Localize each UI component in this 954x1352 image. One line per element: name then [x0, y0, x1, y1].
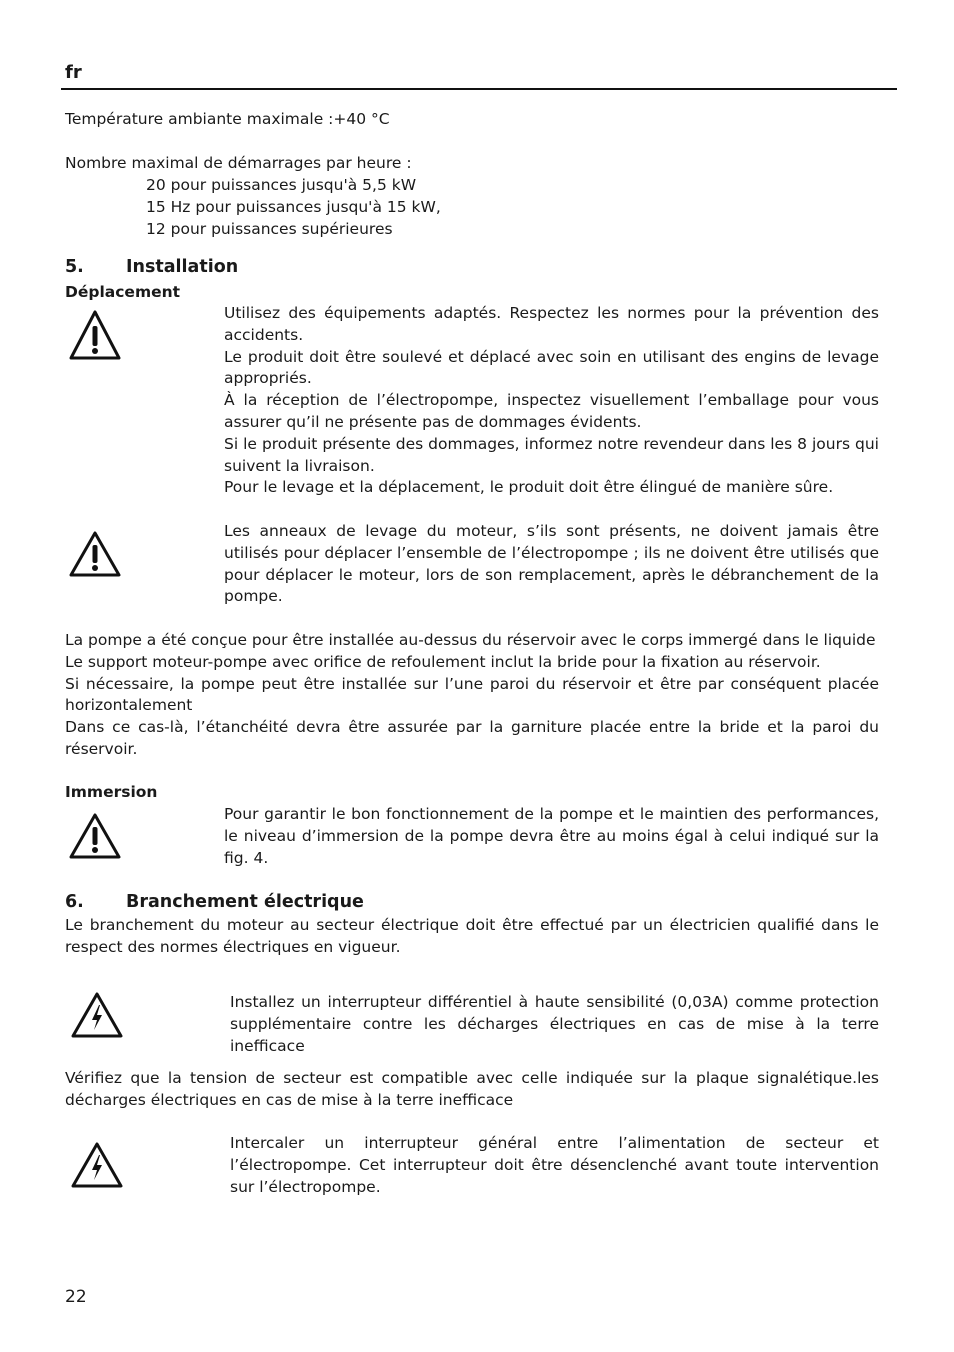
page-number: 22 [65, 1287, 87, 1307]
section-6-heading [65, 892, 364, 912]
warning-block-handling [224, 303, 879, 499]
section-title: Installation [126, 257, 239, 277]
warning-triangle-icon [68, 812, 122, 860]
body-paragraph: Le support moteur-pompe avec orifice de refoulement inclut la bride pour la fixation au réservoir. [65, 652, 821, 671]
installation-body [65, 630, 879, 761]
warning-lifting-rings: Les anneaux de levage du moteur, s’ils sont présents, ne doivent jamais être utilisés pour déplacer l’ensemble de l’électropompe ; ils ne doivent être utilisés que pour déplacer le moteur, lors de son remplacement, après le débranchement de la pompe. [224, 522, 879, 606]
starts-item: 20 pour puissances jusqu'à 5,5 kW [146, 176, 417, 194]
electrical-hazard-icon [70, 1141, 124, 1189]
warning-immersion: Pour garantir le bon fonctionnement de la pompe et le maintien des performances, le niveau d’immersion de la pompe devra être au moins égal à celui indiqué sur la fig. 4. [224, 805, 879, 867]
section-5-heading [65, 257, 238, 277]
subheading-moving: Déplacement [65, 283, 181, 301]
header-rule [61, 88, 897, 90]
warning-triangle-icon [68, 530, 122, 578]
section-number: 5. [65, 257, 84, 277]
body-paragraph: Dans ce cas-là, l’étanchéité devra être assurée par la garniture placée entre la bride et la paroi du réservoir. [65, 718, 879, 758]
body-paragraph: Si nécessaire, la pompe peut être installée sur l’une paroi du réservoir et être par conséquent placée horizontalement [65, 674, 879, 715]
language-code: fr [65, 62, 82, 83]
warning-paragraph: Le produit doit être soulevé et déplacé avec soin en utilisant des engins de levage appropriés. [224, 347, 879, 388]
max-starts-label: Nombre maximal de démarrages par heure : [65, 154, 412, 172]
electrical-intro: Le branchement du moteur au secteur électrique doit être effectué par un électricien qualifié dans le respect des normes électriques en vigueur. [65, 916, 879, 956]
starts-item: 15 Hz pour puissances jusqu'à 15 kW, [146, 198, 441, 216]
max-temperature: Température ambiante maximale :+40 °C [65, 110, 390, 128]
section-title: Branchement électrique [126, 892, 364, 912]
warning-paragraph: À la réception de l’électropompe, inspectez visuellement l’emballage pour vous assurer qu’il ne présente pas de dommages évidents. [224, 391, 879, 431]
electrical-hazard-icon [70, 991, 124, 1039]
subheading-immersion: Immersion [65, 783, 158, 801]
starts-item: 12 pour puissances supérieures [146, 220, 393, 238]
warning-paragraph: Si le produit présente des dommages, informez notre revendeur dans les 8 jours qui suivent la livraison. [224, 434, 879, 475]
section-number: 6. [65, 892, 84, 912]
body-paragraph: La pompe a été conçue pour être installée au-dessus du réservoir avec le corps immergé dans le liquide [65, 631, 876, 649]
warning-triangle-icon [68, 309, 122, 361]
voltage-check: Vérifiez que la tension de secteur est compatible avec celle indiquée sur la plaque signalétique.les décharges électriques en cas de mise à la terre inefficace [65, 1069, 879, 1109]
electrical-warning-main-switch: Intercaler un interrupteur général entre l’alimentation de secteur et l’électropompe. Cet interrupteur doit être désenclenché avant toute intervention sur l’électropompe. [230, 1134, 879, 1196]
warning-paragraph: Utilisez des équipements adaptés. Respectez les normes pour la prévention des accidents. [224, 304, 879, 344]
warning-paragraph: Pour le levage et la déplacement, le produit doit être élingué de manière sûre. [224, 478, 834, 497]
electrical-warning-rcd: Installez un interrupteur différentiel à haute sensibilité (0,03A) comme protection supplémentaire contre les décharges électriques en cas de mise à la terre inefficace [230, 993, 879, 1055]
